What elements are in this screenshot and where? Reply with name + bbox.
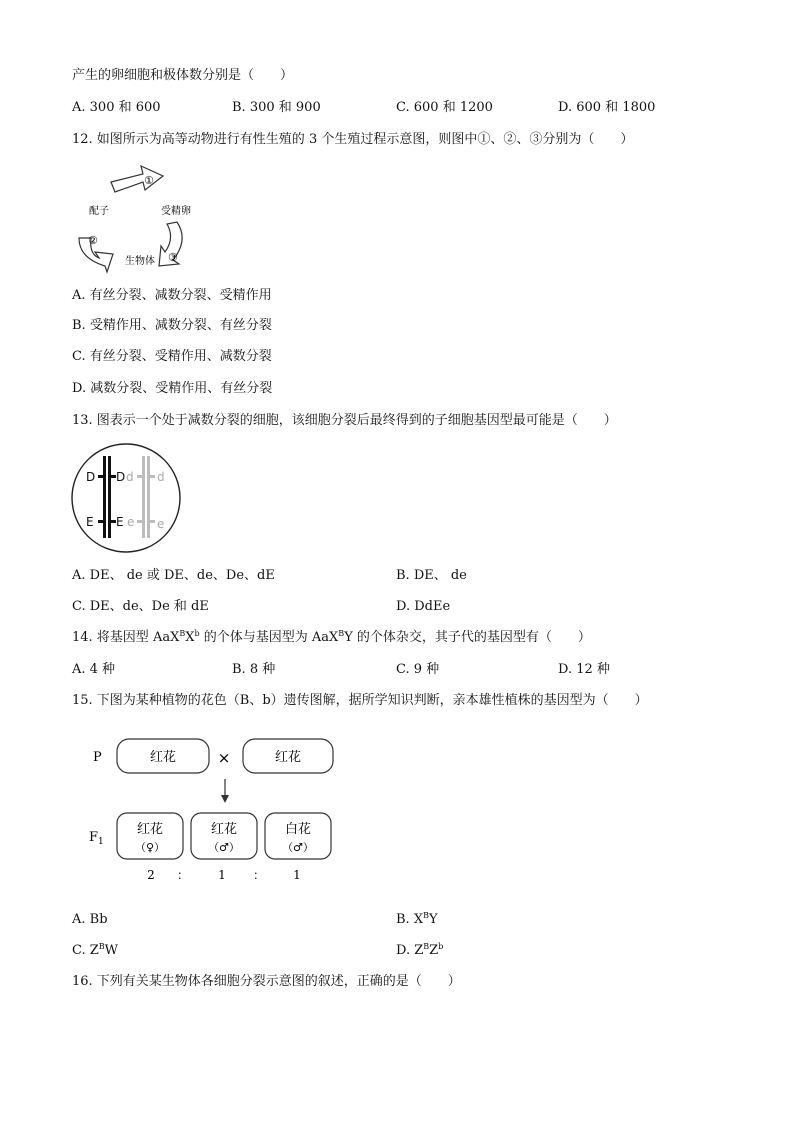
- q14-option-d: D. 12 种: [558, 662, 610, 677]
- q11-option-b: B. 300 和 900: [232, 100, 321, 115]
- q13-option-c: C. DE、de、De 和 dE: [72, 599, 209, 614]
- child3-phenotype: 白花: [284, 822, 312, 837]
- ratio-1: 2: [147, 868, 155, 882]
- inheritance-cross-diagram: [85, 735, 345, 885]
- q15-stem: 15. 下图为某种植物的花色（B、b）遗传图解，据所学知识判断，亲本雄性植株的基因型为（ ）: [72, 693, 648, 708]
- q14-stem: 14. 将基因型 $AaX^BX^b$ 的个体与基因型为 AaX$^B$Y 的个体杂交，其子代的基因型有（ ）: [72, 629, 591, 645]
- gene-D-1: D: [86, 470, 96, 484]
- q15-option-c: C. $Z^BW$: [72, 942, 119, 958]
- q13-option-b: B. DE、 de: [396, 568, 467, 583]
- q12-stem: 12. 如图所示为高等动物进行有性生殖的 3 个生殖过程示意图，则图中①、②、③分别为（ ）: [72, 132, 634, 147]
- q12-option-d: D. 减数分裂、受精作用、有丝分裂: [72, 381, 273, 396]
- step1-label: ①: [144, 174, 154, 187]
- f1-generation-label: $F_1$: [89, 830, 104, 847]
- step2-label: ②: [88, 234, 98, 247]
- q11-stem: 产生的卵细胞和极体数分别是（ ）: [72, 68, 294, 83]
- q13-stem: 13. 图表示一个处于减数分裂的细胞，该细胞分裂后最终得到的子细胞基因型最可能是（ ）: [72, 413, 617, 428]
- q15-option-b: B. $X^BY$: [396, 911, 438, 927]
- q11-option-a: A. 300 和 600: [72, 100, 161, 115]
- gene-E-2: E: [116, 515, 124, 529]
- ratio-colon-1: ：: [176, 868, 190, 882]
- gene-D-2: D: [116, 470, 126, 484]
- gene-E-1: E: [86, 515, 94, 529]
- gamete-label: 配子: [89, 206, 109, 217]
- parent-right: 红花: [274, 750, 302, 765]
- q15-option-a: A. Bb: [72, 912, 108, 927]
- gene-d-2: d: [157, 470, 165, 484]
- arrow-step1: [111, 166, 163, 192]
- gene-d-1: d: [126, 470, 134, 484]
- q14-option-a: A. 4 种: [72, 662, 116, 677]
- child1-phenotype: 红花: [136, 822, 164, 837]
- q12-option-a: A. 有丝分裂、减数分裂、受精作用: [72, 288, 272, 303]
- zygote-label: 受精卵: [161, 206, 191, 217]
- q13-option-d: D. DdEe: [396, 599, 451, 614]
- q11-option-c: C. 600 和 1200: [396, 100, 493, 115]
- child2-sex: （♂）: [208, 841, 240, 854]
- q12-option-b: B. 受精作用、减数分裂、有丝分裂: [72, 318, 272, 333]
- child3-sex: （♂）: [282, 841, 314, 854]
- gene-e-1: e: [127, 515, 135, 529]
- step3-label: ③: [168, 251, 178, 264]
- q12-option-c: C. 有丝分裂、受精作用、减数分裂: [72, 349, 272, 364]
- q15-option-d: D. $Z^BZ^b$: [396, 942, 444, 958]
- ratio-colon-2: ：: [252, 868, 266, 882]
- parent-left: 红花: [149, 750, 177, 765]
- p-generation-label: P: [93, 750, 102, 765]
- cross-symbol: ×: [217, 749, 231, 767]
- q14-option-b: B. 8 种: [232, 662, 276, 677]
- q13-option-a: A. DE、 de 或 DE、de、De、dE: [72, 568, 275, 583]
- meiosis-cell-diagram: [70, 442, 182, 554]
- q16-stem: 16. 下列有关某生物体各细胞分裂示意图的叙述，正确的是（ ）: [72, 974, 461, 989]
- organism-label: 生物体: [125, 256, 155, 267]
- gene-e-2: e: [157, 517, 165, 531]
- ratio-2: 1: [218, 868, 226, 882]
- child1-sex: （♀）: [134, 841, 166, 854]
- reproduction-cycle-diagram: [65, 160, 205, 275]
- q14-option-c: C. 9 种: [396, 662, 440, 677]
- ratio-3: 1: [293, 868, 301, 882]
- child2-phenotype: 红花: [210, 822, 238, 837]
- q11-option-d: D. 600 和 1800: [558, 100, 656, 115]
